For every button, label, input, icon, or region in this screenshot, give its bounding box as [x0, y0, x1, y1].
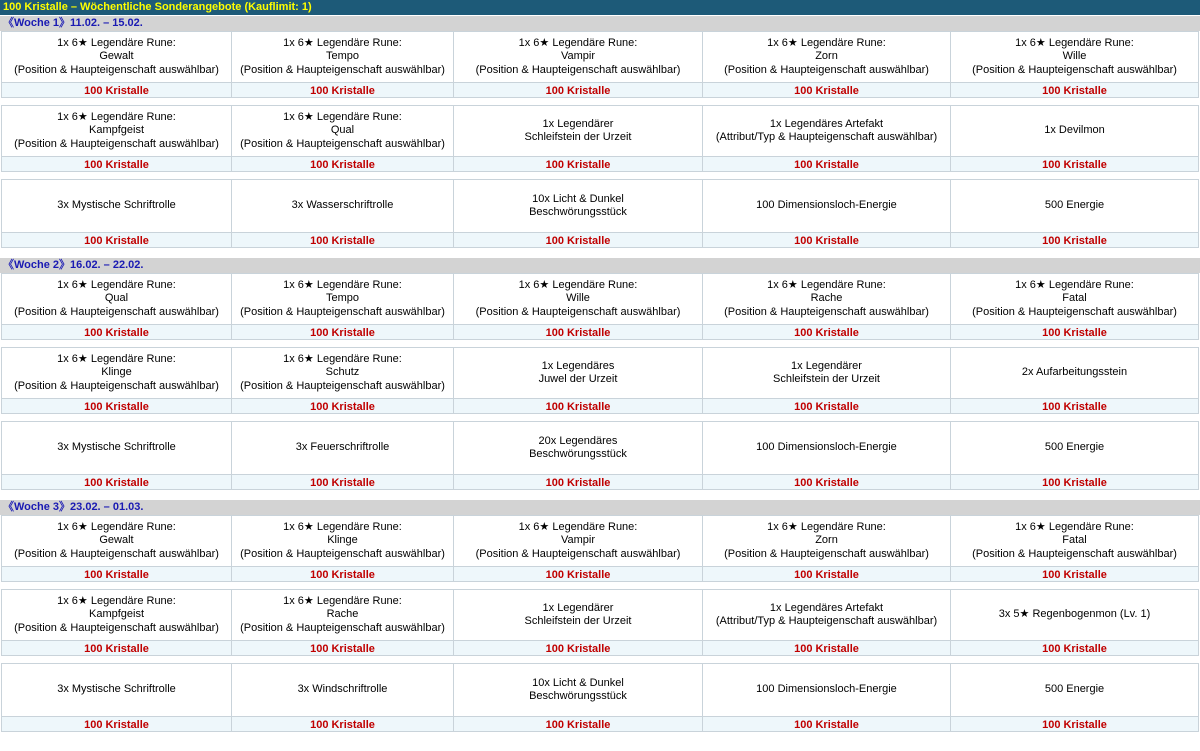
offer-price: 100 Kristalle [703, 640, 950, 656]
offer-item-text: 1x 6★ Legendäre Rune: Rache (Position & Haupteigenschaft auswählbar) [232, 589, 453, 640]
offer-row [1, 421, 1200, 490]
offer-item-text: 1x 6★ Legendäre Rune: Gewalt (Position & Haupteigenschaft auswählbar) [2, 515, 231, 566]
offer-row [1, 663, 1200, 732]
offer-item-text: 1x 6★ Legendäre Rune: Kampfgeist (Position & Haupteigenschaft auswählbar) [2, 589, 231, 640]
offer-item-text: 3x Wasserschriftrolle [232, 179, 453, 232]
offer-cell [703, 105, 951, 172]
offer-cell [703, 515, 951, 582]
offer-item-text: 100 Dimensionsloch-Energie [703, 179, 950, 232]
offer-item-text: 1x Legendärer Schleifstein der Urzeit [454, 105, 702, 156]
offer-item-text: 1x 6★ Legendäre Rune: Wille (Position & Haupteigenschaft auswählbar) [454, 273, 702, 324]
offer-cell [951, 347, 1199, 414]
offer-cell [1, 179, 232, 248]
offer-item-text: 1x 6★ Legendäre Rune: Zorn (Position & Haupteigenschaft auswählbar) [703, 515, 950, 566]
offer-cell [951, 421, 1199, 490]
offer-item-text: 3x Feuerschriftrolle [232, 421, 453, 474]
offer-item-text: 1x 6★ Legendäre Rune: Zorn (Position & Haupteigenschaft auswählbar) [703, 31, 950, 82]
offer-price: 100 Kristalle [232, 640, 453, 656]
offer-item-text: 1x 6★ Legendäre Rune: Tempo (Position & Haupteigenschaft auswählbar) [232, 273, 453, 324]
offer-item-text: 1x 6★ Legendäre Rune: Tempo (Position & Haupteigenschaft auswählbar) [232, 31, 453, 82]
offer-cell [703, 31, 951, 98]
offer-cell [454, 105, 703, 172]
offer-item-text: 1x Legendärer Schleifstein der Urzeit [454, 589, 702, 640]
offer-cell [454, 663, 703, 732]
offer-price: 100 Kristalle [232, 566, 453, 582]
offer-row [1, 515, 1200, 582]
offer-item-text: 100 Dimensionsloch-Energie [703, 421, 950, 474]
offer-item-text: 1x 6★ Legendäre Rune: Kampfgeist (Position & Haupteigenschaft auswählbar) [2, 105, 231, 156]
offer-price: 100 Kristalle [232, 324, 453, 340]
offer-cell [232, 179, 454, 248]
offer-price: 100 Kristalle [454, 398, 702, 414]
offer-cell [454, 273, 703, 340]
offer-price: 100 Kristalle [2, 716, 231, 732]
offer-price: 100 Kristalle [232, 156, 453, 172]
offer-item-text: 1x Legendäres Juwel der Urzeit [454, 347, 702, 398]
offer-cell [232, 347, 454, 414]
offer-price: 100 Kristalle [2, 566, 231, 582]
offer-row [1, 589, 1200, 656]
offer-price: 100 Kristalle [2, 156, 231, 172]
offer-cell [232, 105, 454, 172]
offer-price: 100 Kristalle [703, 566, 950, 582]
offer-price: 100 Kristalle [2, 82, 231, 98]
offer-price: 100 Kristalle [703, 398, 950, 414]
offer-cell [703, 273, 951, 340]
offer-item-text: 1x 6★ Legendäre Rune: Gewalt (Position & Haupteigenschaft auswählbar) [2, 31, 231, 82]
row-spacer [0, 656, 1200, 663]
offer-item-text: 1x 6★ Legendäre Rune: Fatal (Position & Haupteigenschaft auswählbar) [951, 273, 1198, 324]
offer-cell [232, 589, 454, 656]
offer-price: 100 Kristalle [951, 82, 1198, 98]
offer-price: 100 Kristalle [951, 156, 1198, 172]
offer-item-text: 1x Legendärer Schleifstein der Urzeit [703, 347, 950, 398]
offer-price: 100 Kristalle [232, 232, 453, 248]
offer-item-text: 500 Energie [951, 663, 1198, 716]
offer-item-text: 3x 5★ Regenbogenmon (Lv. 1) [951, 589, 1198, 640]
offer-price: 100 Kristalle [2, 324, 231, 340]
offer-cell [951, 273, 1199, 340]
offer-price: 100 Kristalle [232, 82, 453, 98]
row-spacer [0, 340, 1200, 347]
offer-price: 100 Kristalle [454, 640, 702, 656]
offer-price: 100 Kristalle [454, 156, 702, 172]
offer-cell [1, 31, 232, 98]
offer-item-text: 3x Mystische Schriftrolle [2, 421, 231, 474]
offer-cell [232, 273, 454, 340]
row-spacer [0, 172, 1200, 179]
page-title: 100 Kristalle – Wöchentliche Sonderangebote (Kauflimit: 1) [0, 0, 1200, 15]
offer-price: 100 Kristalle [454, 82, 702, 98]
offer-item-text: 1x Devilmon [951, 105, 1198, 156]
offer-row [1, 31, 1200, 98]
offer-price: 100 Kristalle [2, 398, 231, 414]
offer-price: 100 Kristalle [951, 474, 1198, 490]
offer-price: 100 Kristalle [2, 232, 231, 248]
offer-price: 100 Kristalle [703, 324, 950, 340]
offer-price: 100 Kristalle [454, 232, 702, 248]
row-spacer [0, 414, 1200, 421]
offer-cell [454, 347, 703, 414]
offer-cell [703, 421, 951, 490]
offer-item-text: 3x Windschriftrolle [232, 663, 453, 716]
offer-cell [454, 515, 703, 582]
offer-row [1, 105, 1200, 172]
offer-price: 100 Kristalle [454, 324, 702, 340]
offer-price: 100 Kristalle [703, 474, 950, 490]
week-header: 《Woche 1》11.02. – 15.02. [0, 16, 1200, 31]
offer-item-text: 100 Dimensionsloch-Energie [703, 663, 950, 716]
week-spacer [0, 248, 1200, 257]
row-spacer [0, 582, 1200, 589]
offer-price: 100 Kristalle [951, 232, 1198, 248]
offer-item-text: 1x Legendäres Artefakt (Attribut/Typ & Haupteigenschaft auswählbar) [703, 589, 950, 640]
offer-cell [703, 179, 951, 248]
offer-cell [1, 589, 232, 656]
offer-cell [951, 515, 1199, 582]
offer-price: 100 Kristalle [232, 474, 453, 490]
offer-item-text: 3x Mystische Schriftrolle [2, 179, 231, 232]
offer-item-text: 1x 6★ Legendäre Rune: Wille (Position & Haupteigenschaft auswählbar) [951, 31, 1198, 82]
offer-item-text: 1x 6★ Legendäre Rune: Qual (Position & Haupteigenschaft auswählbar) [2, 273, 231, 324]
offer-cell [454, 589, 703, 656]
week-header: 《Woche 3》23.02. – 01.03. [0, 500, 1200, 515]
offer-price: 100 Kristalle [2, 474, 231, 490]
offer-cell [1, 273, 232, 340]
offer-item-text: 500 Energie [951, 179, 1198, 232]
offer-price: 100 Kristalle [703, 156, 950, 172]
offer-item-text: 1x 6★ Legendäre Rune: Vampir (Position & Haupteigenschaft auswählbar) [454, 515, 702, 566]
offer-price: 100 Kristalle [232, 716, 453, 732]
offer-price: 100 Kristalle [454, 566, 702, 582]
offer-cell [951, 663, 1199, 732]
offer-item-text: 1x 6★ Legendäre Rune: Fatal (Position & Haupteigenschaft auswählbar) [951, 515, 1198, 566]
offer-item-text: 10x Licht & Dunkel Beschwörungsstück [454, 663, 702, 716]
offer-cell [703, 347, 951, 414]
week-spacer [0, 490, 1200, 499]
offer-cell [951, 105, 1199, 172]
offer-row [1, 347, 1200, 414]
offer-cell [951, 589, 1199, 656]
offer-price: 100 Kristalle [951, 640, 1198, 656]
offer-item-text: 1x 6★ Legendäre Rune: Schutz (Position & Haupteigenschaft auswählbar) [232, 347, 453, 398]
offer-item-text: 2x Aufarbeitungsstein [951, 347, 1198, 398]
offer-row [1, 273, 1200, 340]
offer-price: 100 Kristalle [454, 474, 702, 490]
offer-row [1, 179, 1200, 248]
offer-cell [703, 589, 951, 656]
offer-cell [703, 663, 951, 732]
offer-cell [232, 31, 454, 98]
offer-item-text: 10x Licht & Dunkel Beschwörungsstück [454, 179, 702, 232]
offer-cell [232, 663, 454, 732]
offer-price: 100 Kristalle [951, 566, 1198, 582]
offer-cell [454, 179, 703, 248]
offer-item-text: 20x Legendäres Beschwörungsstück [454, 421, 702, 474]
offer-price: 100 Kristalle [951, 398, 1198, 414]
week-header: 《Woche 2》16.02. – 22.02. [0, 258, 1200, 273]
offer-price: 100 Kristalle [2, 640, 231, 656]
row-spacer [0, 98, 1200, 105]
offer-price: 100 Kristalle [951, 324, 1198, 340]
offer-price: 100 Kristalle [454, 716, 702, 732]
offer-price: 100 Kristalle [703, 232, 950, 248]
offer-cell [454, 421, 703, 490]
offer-price: 100 Kristalle [703, 716, 950, 732]
offer-item-text: 1x 6★ Legendäre Rune: Vampir (Position & Haupteigenschaft auswählbar) [454, 31, 702, 82]
offer-item-text: 1x 6★ Legendäre Rune: Rache (Position & Haupteigenschaft auswählbar) [703, 273, 950, 324]
offer-cell [1, 347, 232, 414]
offer-cell [1, 663, 232, 732]
weeks-container [0, 16, 1200, 732]
offer-cell [1, 421, 232, 490]
offer-item-text: 1x 6★ Legendäre Rune: Klinge (Position & Haupteigenschaft auswählbar) [2, 347, 231, 398]
offer-cell [232, 515, 454, 582]
offer-price: 100 Kristalle [703, 82, 950, 98]
offer-item-text: 3x Mystische Schriftrolle [2, 663, 231, 716]
offer-cell [232, 421, 454, 490]
offer-cell [1, 515, 232, 582]
offer-item-text: 1x Legendäres Artefakt (Attribut/Typ & Haupteigenschaft auswählbar) [703, 105, 950, 156]
offer-item-text: 1x 6★ Legendäre Rune: Qual (Position & Haupteigenschaft auswählbar) [232, 105, 453, 156]
offer-cell [951, 179, 1199, 248]
offer-item-text: 500 Energie [951, 421, 1198, 474]
offer-price: 100 Kristalle [951, 716, 1198, 732]
offer-item-text: 1x 6★ Legendäre Rune: Klinge (Position & Haupteigenschaft auswählbar) [232, 515, 453, 566]
offer-cell [951, 31, 1199, 98]
offer-price: 100 Kristalle [232, 398, 453, 414]
offer-cell [1, 105, 232, 172]
offer-cell [454, 31, 703, 98]
